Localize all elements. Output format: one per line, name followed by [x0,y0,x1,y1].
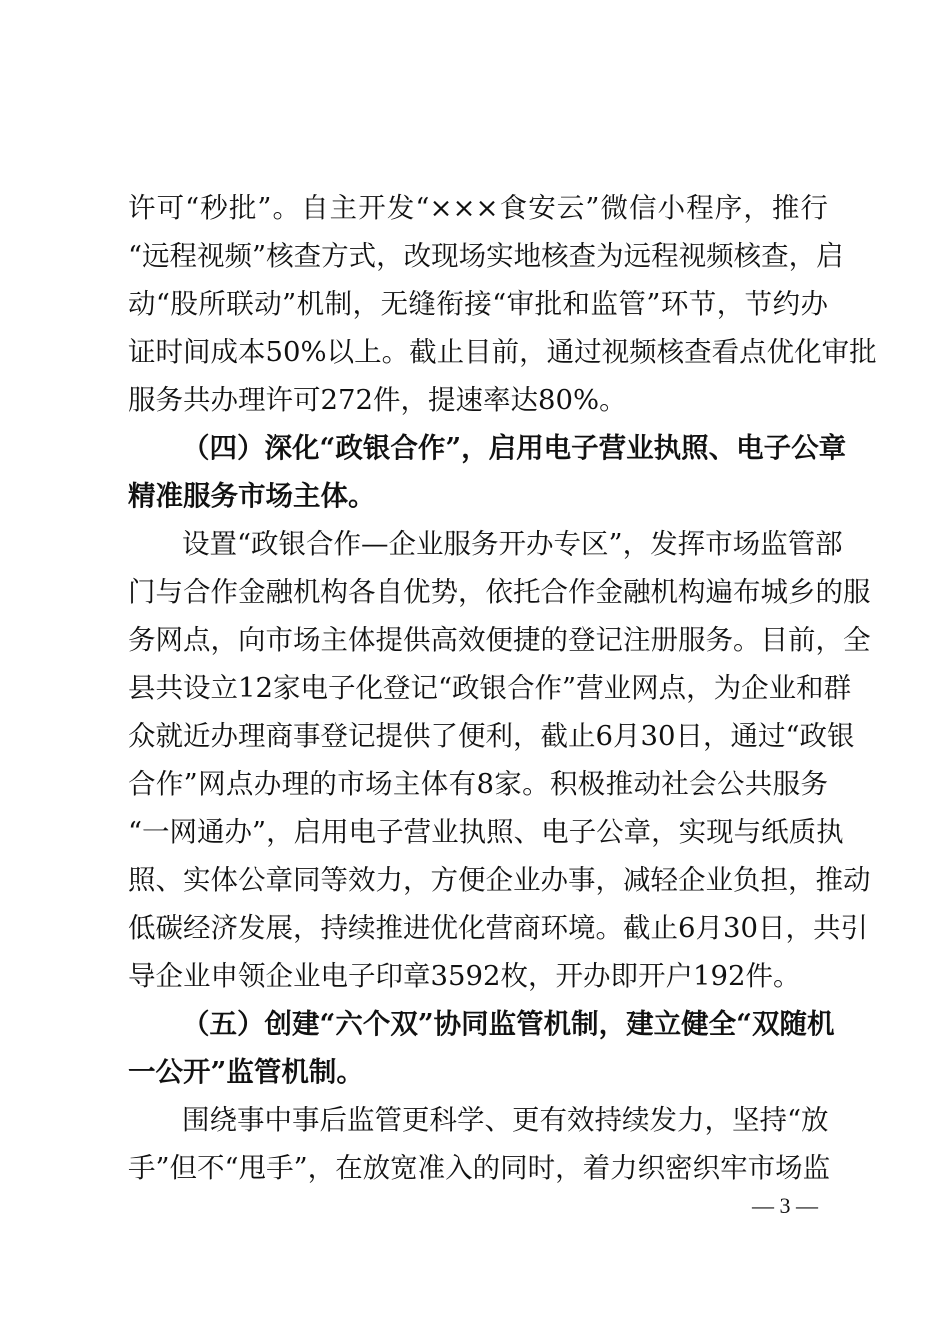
section-heading: 一公开”监管机制。 [128,1056,364,1088]
body-text-line: 门与合作金融机构各自优势，依托合作金融机构遍布城乡的服 [128,576,871,608]
body-text-line: 低碳经济发展，持续推进优化营商环境。截止6月30日，共引 [128,912,868,944]
body-text-line: 导企业申领企业电子印章3592枚，开办即开户192件。 [128,960,801,992]
body-text-line: 务网点，向市场主体提供高效便捷的登记注册服务。目前，全 [128,624,871,656]
body-text-line: “远程视频”核查方式，改现场实地核查为远程视频核查，启 [128,240,844,272]
body-text-line: 证时间成本50%以上。截止目前，通过视频核查看点优化审批 [128,336,877,368]
section-heading: 精准服务市场主体。 [128,480,376,512]
body-text-line: 县共设立12家电子化登记“政银合作”营业网点，为企业和群 [128,672,852,704]
page-number: — 3 — [752,1193,818,1218]
body-text-line: 设置“政银合作—企业服务开办专区”，发挥市场监管部 [182,528,843,560]
body-text-line: 手”但不“甩手”，在放宽准入的同时，着力织密织牢市场监 [128,1152,831,1184]
body-text-line: 众就近办理商事登记提供了便利，截止6月30日，通过“政银 [128,720,855,752]
body-text-line: 照、实体公章同等效力，方便企业办事，减轻企业负担，推动 [128,864,871,896]
section-heading: （四）深化“政银合作”，启用电子营业执照、电子公章 [182,432,847,464]
body-text-line: “一网通办”，启用电子营业执照、电子公章，实现与纸质执 [128,816,844,848]
body-text-line: 围绕事中事后监管更科学、更有效持续发力，坚持“放 [182,1104,829,1136]
body-text-line: 服务共办理许可272件，提速率达80%。 [128,384,627,416]
body-text-line: 动“股所联动”机制，无缝衔接“审批和监管”环节，节约办 [128,288,828,320]
body-text-line: 许可“秒批”。自主开发“×××食安云”微信小程序，推行 [128,192,828,224]
body-text-line: 合作”网点办理的市场主体有8家。积极推动社会公共服务 [128,768,828,800]
section-heading: （五）创建“六个双”协同监管机制，建立健全“双随机 [182,1008,835,1040]
